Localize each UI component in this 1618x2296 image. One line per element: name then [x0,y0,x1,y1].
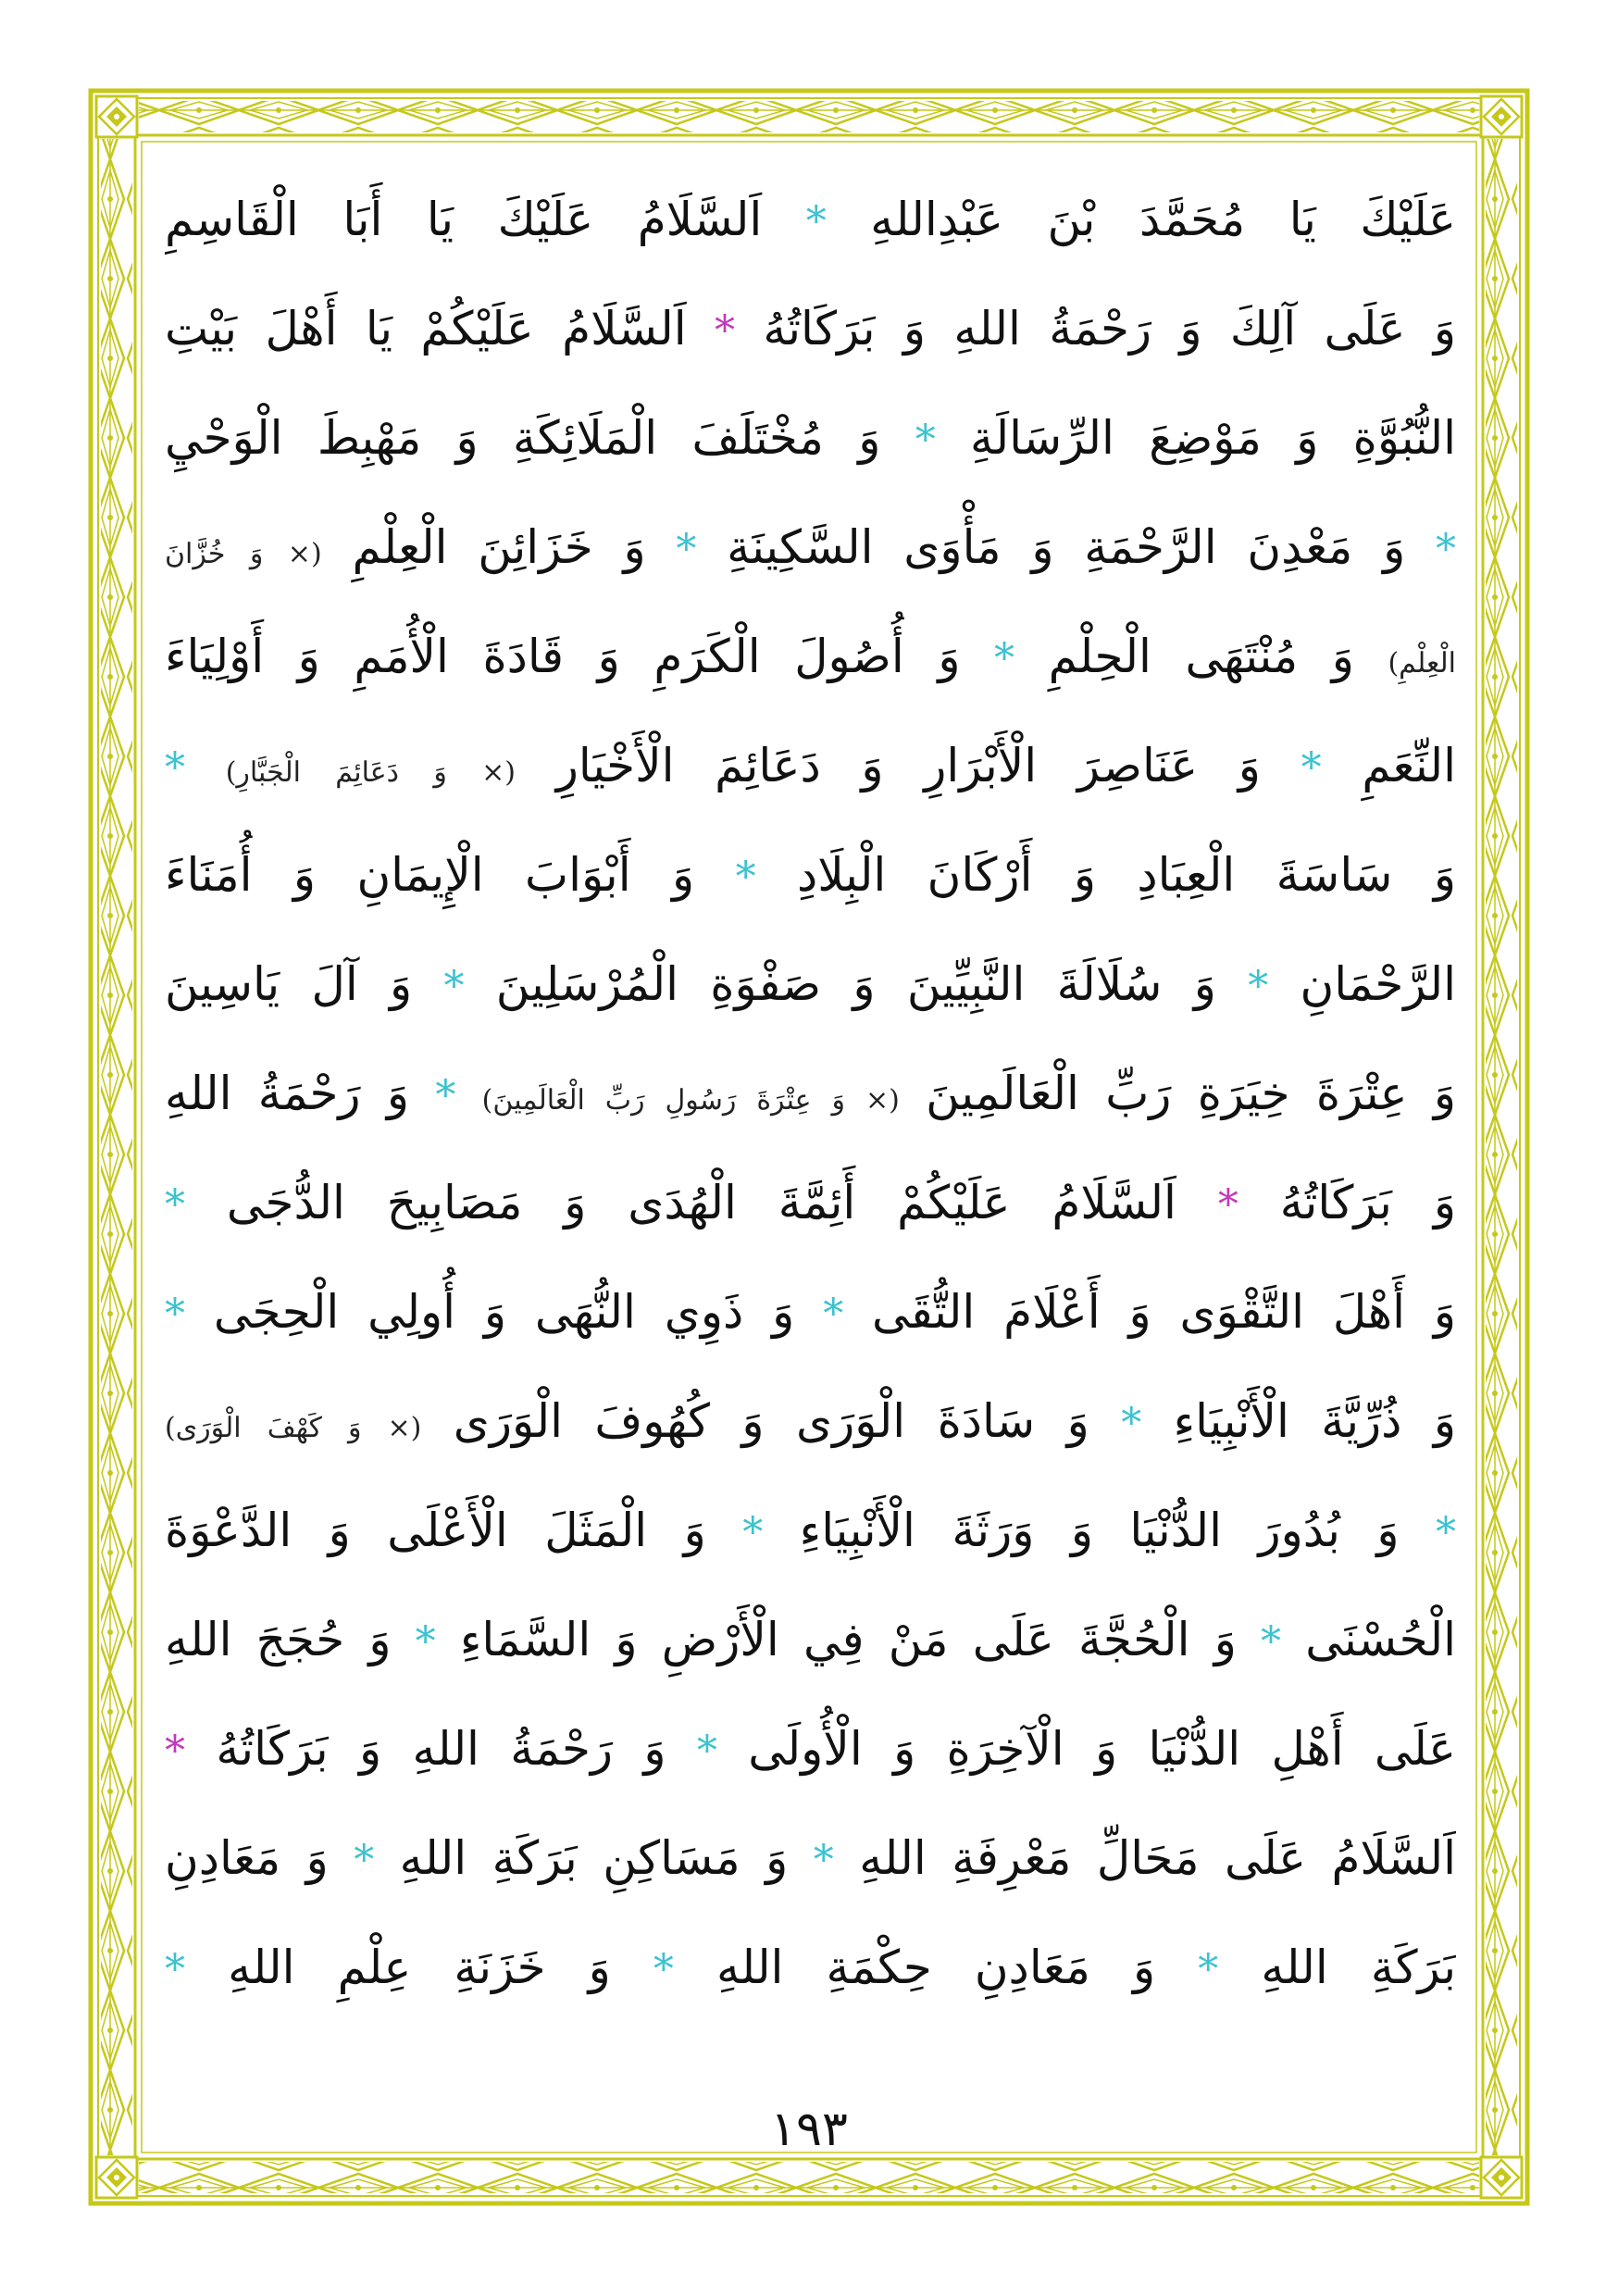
cyan-star-separator: * [696,1728,717,1775]
text-segment: وَ مَعَادِنِ [165,1831,355,1885]
text-segment: وَ بَرَكَاتُهُ [1238,1176,1456,1229]
text-segment: وَ مَعَادِنِ حِكْمَةِ اللهِ [673,1940,1199,1994]
cyan-star-separator: * [165,744,185,792]
cyan-star-separator: * [1436,1509,1456,1556]
text-segment [185,739,226,792]
cyan-star-separator: * [165,1946,185,1993]
text-line [165,165,1456,274]
text-line [165,1039,1456,1148]
text-line [165,1694,1456,1803]
text-line [165,1585,1456,1694]
magenta-star-separator: * [714,307,735,355]
cyan-star-separator: * [735,854,756,901]
text-segment: الرَّحْمَانِ [1268,957,1456,1011]
text-segment: وَ خَزَنَةِ عِلْمِ اللهِ [185,1940,653,1994]
cyan-star-separator: * [1121,1400,1142,1447]
text-segment: وَ خَزَائِنَ الْعِلْمِ [321,520,677,574]
cyan-star-separator: * [1198,1946,1219,1993]
cyan-star-separator: * [915,417,936,464]
cyan-star-separator: * [805,198,827,245]
text-segment: وَ مُنْتَهَى الْحِلْمِ [1014,630,1388,683]
text-segment: النِّعَمِ [1321,739,1456,792]
cyan-star-separator: * [994,635,1015,682]
text-segment: وَ أَهْلَ التَّقْوَى وَ أَعْلَامَ التُّقَى [843,1285,1456,1339]
cyan-star-separator: * [742,1509,764,1556]
text-segment: الْحُسْنَى [1281,1613,1456,1666]
cyan-star-separator: * [443,963,465,1010]
cyan-star-separator: * [435,1072,456,1119]
text-line [165,493,1456,602]
text-segment: وَ أُصُولَ الْكَرَمِ وَ قَادَةَ الْأُمَمِ وَ أَوْلِيَاءَ [165,630,995,683]
text-segment: وَ مَعْدِنَ الرَّحْمَةِ وَ مَأْوَى السَّكِينَةِ [696,520,1436,574]
text-segment: اَلسَّلَامُ عَلَيْكُمْ يَا أَهْلَ بَيْتِ [165,302,715,356]
text-segment: وَ مَسَاكِنِ بَرَكَةِ اللهِ [374,1831,814,1885]
variant-reading-note: الْعِلْمِ) [1388,647,1456,680]
text-line [165,1257,1456,1366]
cyan-star-separator: * [415,1618,436,1666]
text-segment: عَلَيْكَ يَا مُحَمَّدَ بْنَ عَبْدِاللهِ [826,193,1456,246]
page-number: ١٩٣ [770,2102,848,2157]
text-segment: اَلسَّلَامُ عَلَيْكَ يَا أَبَا الْقَاسِمِ [165,193,806,246]
text-segment: وَ رَحْمَةُ اللهِ وَ بَرَكَاتُهُ [185,1722,697,1776]
cyan-star-separator: * [354,1837,375,1884]
text-segment: وَ الْمَثَلَ الْأَعْلَى وَ الدَّعْوَةَ [165,1504,743,1557]
text-line [165,711,1456,820]
variant-reading-note: (× وَ خُزَّانَ [165,538,322,570]
cyan-star-separator: * [165,1181,185,1229]
cyan-star-separator: * [653,1946,674,1993]
text-segment: بَرَكَةِ اللهِ [1218,1940,1456,1994]
text-segment: وَ مُخْتَلَفَ الْمَلَائِكَةِ وَ مَهْبِطَ الْوَحْيِ [165,411,915,465]
text-segment: وَ سَاسَةَ الْعِبَادِ وَ أَرْكَانَ الْبِلَادِ [755,848,1456,902]
text-segment: وَ عَنَاصِرَ الْأَبْرَارِ وَ دَعَائِمَ الْأَخْيَارِ [516,739,1301,792]
magenta-star-separator: * [165,1728,185,1775]
text-line [165,602,1456,711]
text-segment [455,1067,481,1120]
text-segment: عَلَى أَهْلِ الدُّنْيَا وَ الْآخِرَةِ وَ الْأُولَى [716,1722,1456,1776]
prayer-text-body [165,165,1456,2019]
cyan-star-separator: * [823,1291,844,1338]
text-segment: وَ رَحْمَةُ اللهِ [165,1067,436,1120]
magenta-star-separator: * [1217,1181,1238,1229]
text-segment: وَ بُدُورَ الدُّنْيَا وَ وَرَثَةَ الْأَنْبِيَاءِ [763,1504,1436,1557]
text-segment: وَ أَبْوَابَ الْإِيمَانِ وَ أُمَنَاءَ [165,848,736,902]
text-segment: وَ سَادَةَ الْوَرَى وَ كُهُوفَ الْوَرَى [421,1394,1122,1448]
text-segment: وَ ذُرِّيَّةَ الْأَنْبِيَاءِ [1141,1394,1456,1448]
variant-reading-note: (× وَ دَعَائِمَ الْجَبَّارِ) [225,756,516,789]
text-segment: وَ الْحُجَّةَ عَلَى مَنْ فِي الْأَرْضِ وَ السَّمَاءِ [435,1613,1262,1666]
cyan-star-separator: * [1436,526,1456,573]
text-line [165,383,1456,493]
text-line [165,930,1456,1039]
text-line [165,820,1456,930]
text-segment: وَ سُلَالَةَ النَّبِيِّينَ وَ صَفْوَةِ الْمُرْسَلِينَ [464,957,1249,1011]
cyan-star-separator: * [676,526,697,573]
text-line [165,1476,1456,1585]
text-line [165,1913,1456,2022]
text-segment: النُّبُوَّةِ وَ مَوْضِعَ الرِّسَالَةِ [935,411,1456,465]
cyan-star-separator: * [1301,744,1322,792]
text-segment: اَلسَّلَامُ عَلَيْكُمْ أَئِمَّةَ الْهُدَى وَ مَصَابِيحَ الدُّجَى [185,1176,1218,1229]
text-segment: وَ آلَ يَاسِينَ [165,957,444,1011]
cyan-star-separator: * [165,1291,185,1338]
variant-reading-note: (× وَ كَهْفَ الْوَرَى) [165,1412,422,1444]
text-segment: وَ عِتْرَةَ خِيَرَةِ رَبِّ الْعَالَمِينَ [899,1067,1456,1120]
cyan-star-separator: * [1248,963,1269,1010]
variant-reading-note: (× وَ عِتْرَةَ رَسُولِ رَبِّ الْعَالَمِينَ) [481,1084,900,1117]
cyan-star-separator: * [813,1837,834,1884]
text-line [165,274,1456,383]
text-segment: وَ ذَوِي النُّهَى وَ أُولِي الْحِجَى [185,1285,824,1339]
text-line [165,1366,1456,1476]
text-segment: اَلسَّلَامُ عَلَى مَحَالِّ مَعْرِفَةِ اللهِ [833,1831,1456,1885]
text-segment: وَ عَلَى آلِكَ وَ رَحْمَةُ اللهِ وَ بَرَكَاتُهُ [734,302,1456,356]
text-segment: وَ حُجَجَ اللهِ [165,1613,416,1666]
text-line [165,1803,1456,1913]
text-line [165,1148,1456,1257]
cyan-star-separator: * [1261,1618,1282,1666]
